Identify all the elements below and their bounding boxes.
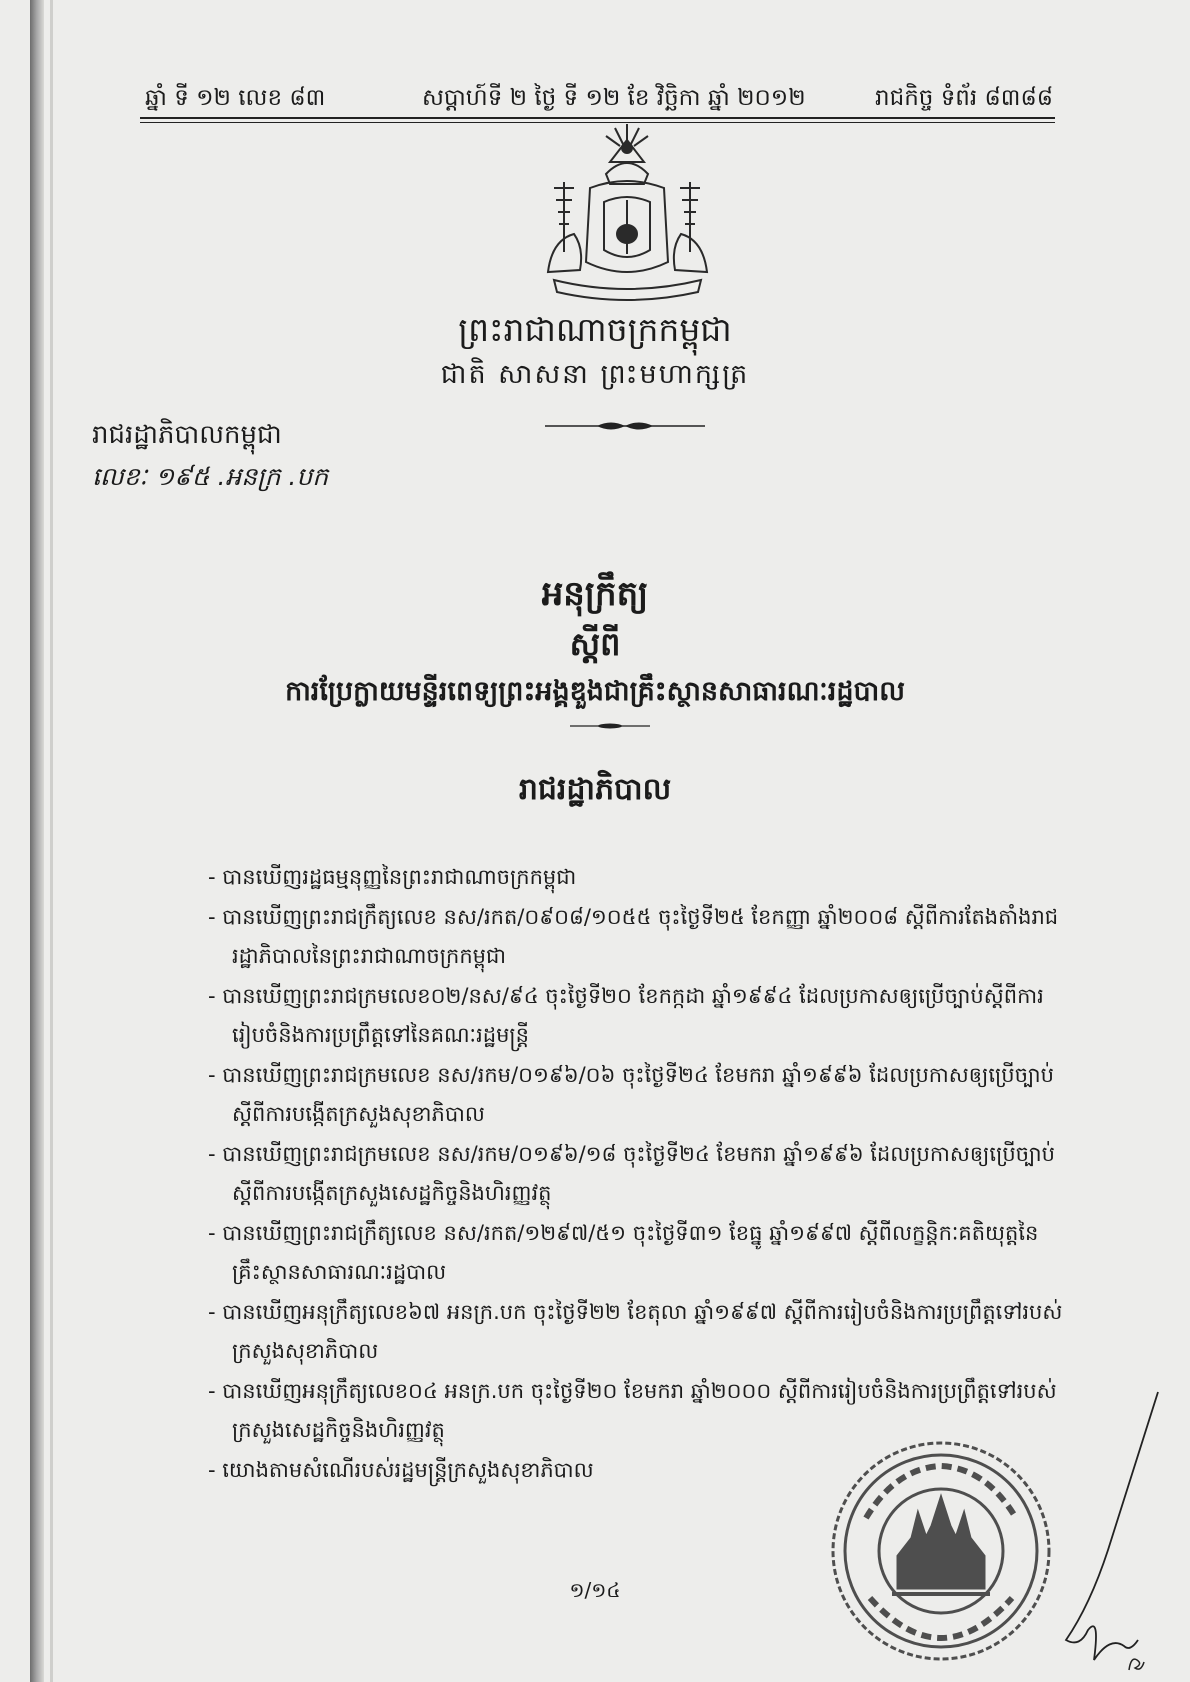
issuer-heading: រាជរដ្ឋាភិបាល [518, 772, 672, 807]
reference-item: - បានឃើញព្រះរាជក្រមលេខ នស/រកម/០១៩៦/១៨ ចុះថ្ងៃទី២៤ ខែមករា ឆ្នាំ១៩៩៦ ដែលប្រកាសឲ្យប្រើច្បាប់ស្តីពីការបង្កើតក្រសួងសេដ្ឋកិច្ចនិងហិរញ្ញវត្ថុ [208, 1141, 1055, 1205]
issuing-government: រាជរដ្ឋាភិបាលកម្ពុជា [92, 420, 282, 450]
binding-shadow [30, 0, 44, 1682]
reference-item: - បានឃើញព្រះរាជក្រឹត្យលេខ នស/រកត/០៩០៨/១០៥៥ ចុះថ្ងៃទី២៥ ខែកញ្ញា ឆ្នាំ២០០៨ ស្តីពីការតែងតាំងរាជរដ្ឋាភិបាលនៃព្រះរាជាណាចក្រកម្ពុជា [208, 904, 1059, 968]
binding-edge [50, 0, 53, 1682]
reference-item: - បានឃើញអនុក្រឹត្យលេខ០៤ អនក្រ.បក ចុះថ្ងៃទី២០ ខែមករា ឆ្នាំ២០០០ ស្តីពីការរៀបចំនិងការប្រព្រឹត្តទៅរបស់ក្រសួងសេដ្ឋកិច្ចនិងហិរញ្ញវត្ថុ [208, 1378, 1057, 1442]
kingdom-name: ព្រះរាជាណាចក្រកម្ពុជា [458, 310, 732, 349]
reference-item: - យោងតាមសំណើរបស់រដ្ឋមន្ត្រីក្រសួងសុខាភិបាល [208, 1457, 594, 1482]
subject-divider [570, 722, 650, 730]
document-type: អនុក្រឹត្យ [541, 574, 649, 614]
divider-ornament [545, 420, 705, 432]
header-rule-top [140, 117, 1055, 119]
signature-icon [1060, 1390, 1180, 1675]
reference-item: - បានឃើញព្រះរាជក្រមលេខ នស/រកម/០១៩៦/០៦ ចុះថ្ងៃទី២៤ ខែមករា ឆ្នាំ១៩៩៦ ដែលប្រកាសឲ្យប្រើច្បាប់ស្តីពីការបង្កើតក្រសួងសុខាភិបាល [208, 1062, 1054, 1126]
legal-references-list [208, 858, 1063, 1490]
official-seal-icon [826, 1438, 1056, 1664]
page-number: ១/១៤ [569, 1578, 621, 1602]
initials-mark-icon [1125, 1652, 1147, 1674]
reference-item: - បានឃើញអនុក្រឹត្យលេខ៦៧ អនក្រ.បក ចុះថ្ងៃទី២២ ខែតុលា ឆ្នាំ១៩៩៧ ស្តីពីការរៀបចំនិងការប្រព្រឹត្តទៅរបស់ក្រសួងសុខាភិបាល [208, 1299, 1063, 1363]
gazette-date: សប្តាហ៍ទី ២ ថ្ងៃ ទី ១២ ខែ វិច្ឆិកា ឆ្នាំ ២០១២ [422, 85, 806, 111]
gazette-page: រាជកិច្ច ទំព័រ ៨៣៨៨ [875, 85, 1054, 111]
national-motto: ជាតិ សាសនា ព្រះមហាក្សត្រ [440, 359, 750, 390]
reference-item: - បានឃើញព្រះរាជក្រឹត្យលេខ នស/រកត/១២៩៧/៥១ ចុះថ្ងៃទី៣១ ខែធ្នូ ឆ្នាំ១៩៩៧ ស្តីពីលក្ខន្តិកៈគតិយុត្តនៃគ្រឹះស្ថានសាធារណៈរដ្ឋបាល [208, 1220, 1039, 1284]
gazette-year-number: ឆ្នាំ ទី ១២ លេខ ៨៣ [145, 85, 326, 111]
reference-item: - បានឃើញព្រះរាជក្រមលេខ០២/នស/៩៤ ចុះថ្ងៃទី២០ ខែកក្កដា ឆ្នាំ១៩៩៤ ដែលប្រកាសឲ្យប្រើច្បាប់ស្តីពីការរៀបចំនិងការប្រព្រឹត្តទៅនៃគណៈរដ្ឋមន្ត្រី [208, 983, 1044, 1047]
regarding-label: ស្តីពី [569, 625, 621, 663]
decree-subject: ការប្រែក្លាយមន្ទីរពេទ្យព្រះអង្គឌួងជាគ្រឹះស្ថានសាធារណៈរដ្ឋបាល [285, 676, 905, 707]
royal-arms-emblem-icon [540, 122, 715, 302]
decree-number: លេខៈ ១៩៥ .អនក្រ .បក [92, 462, 329, 491]
reference-item: - បានឃើញរដ្ឋធម្មនុញ្ញនៃព្រះរាជាណាចក្រកម្ពុជា [208, 865, 577, 889]
